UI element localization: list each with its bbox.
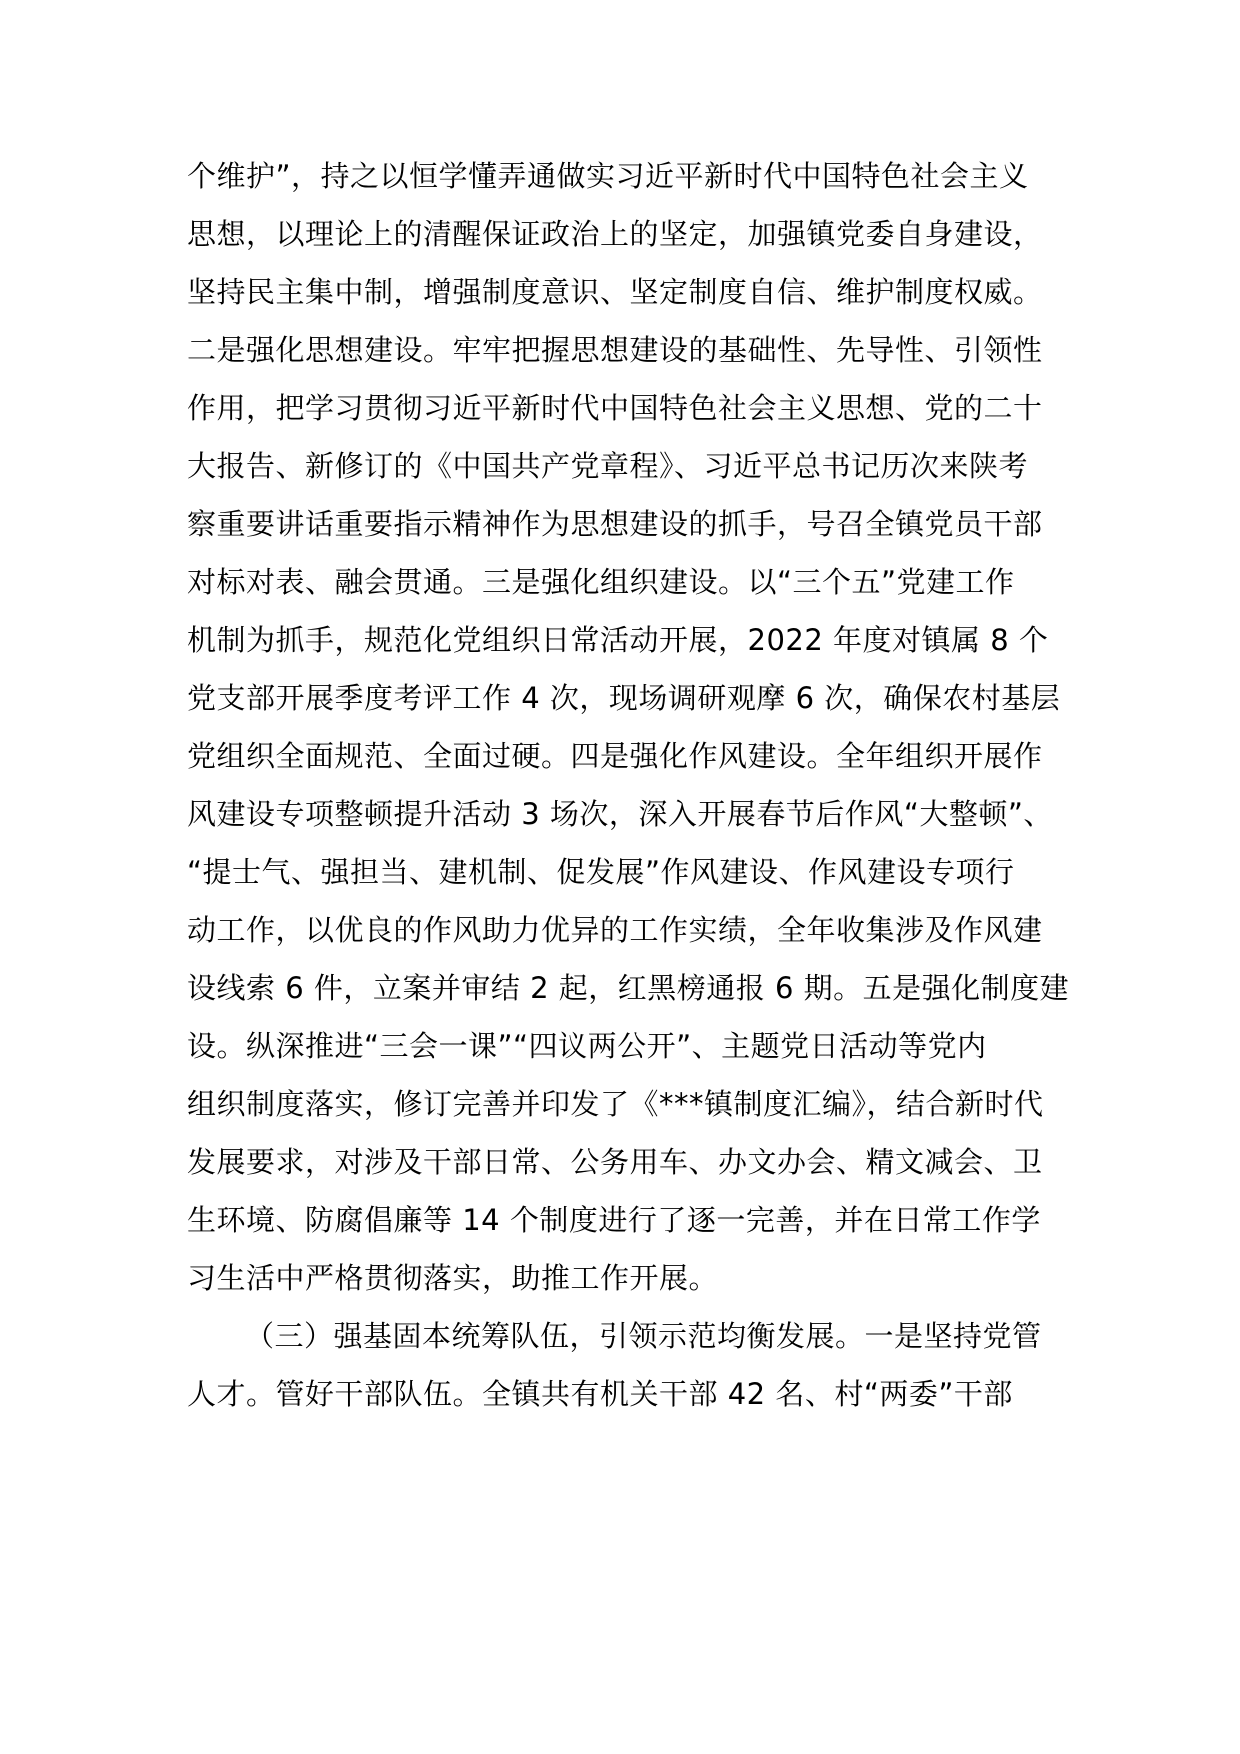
body-text-line: 党组织全面规范、全面过硬。四是强化作风建设。全年组织开展作: [187, 739, 1043, 773]
body-text-line: 组织制度落实，修订完善并印发了《***镇制度汇编》，结合新时代: [187, 1087, 1044, 1121]
body-text-line: 设。纵深推进“三会一课”“四议两公开”、主题党日活动等党内: [187, 1029, 987, 1063]
body-text-line: 机制为抓手，规范化党组织日常活动开展，2022 年度对镇属 8 个: [187, 623, 1049, 657]
body-text-line: 二是强化思想建设。牢牢把握思想建设的基础性、先导性、引领性: [187, 333, 1043, 367]
body-text-line: 察重要讲话重要指示精神作为思想建设的抓手，号召全镇党员干部: [187, 507, 1043, 541]
body-text-line: 作用，把学习贯彻习近平新时代中国特色社会主义思想、党的二十: [187, 391, 1043, 425]
body-text-line: 动工作，以优良的作风助力优异的工作实绩，全年收集涉及作风建: [187, 913, 1043, 947]
body-text-line: 风建设专项整顿提升活动 3 场次，深入开展春节后作风“大整顿”、: [187, 797, 1053, 831]
body-text-line: 党支部开展季度考评工作 4 次，现场调研观摩 6 次，确保农村基层: [187, 681, 1061, 715]
body-text-line: 生环境、防腐倡廉等 14 个制度进行了逐一完善，并在日常工作学: [187, 1203, 1041, 1237]
body-text-line: 发展要求，对涉及干部日常、公务用车、办文办会、精文减会、卫: [187, 1145, 1043, 1179]
body-text-line: 设线索 6 件，立案并审结 2 起，红黑榜通报 6 期。五是强化制度建: [187, 971, 1070, 1005]
body-text-line: 坚持民主集中制，增强制度意识、坚定制度自信、维护制度权威。: [187, 275, 1043, 309]
body-text-line: 思想，以理论上的清醒保证政治上的坚定，加强镇党委自身建设，: [187, 217, 1043, 251]
body-text-line: 人才。管好干部队伍。全镇共有机关干部 42 名、村“两委”干部: [187, 1377, 1013, 1411]
body-text-line: 习生活中严格贯彻落实，助推工作开展。: [187, 1261, 719, 1295]
body-text-line: 个维护”，持之以恒学懂弄通做实习近平新时代中国特色社会主义: [187, 159, 1029, 193]
body-text-line: “提士气、强担当、建机制、促发展”作风建设、作风建设专项行: [187, 855, 1015, 889]
body-text-line: 对标对表、融会贯通。三是强化组织建设。以“三个五”党建工作: [187, 565, 1015, 599]
body-text-line: 大报告、新修订的《中国共产党章程》、习近平总书记历次来陕考: [187, 449, 1029, 483]
body-text-line: （三）强基固本统筹队伍，引领示范均衡发展。一是坚持党管: [245, 1319, 1042, 1353]
